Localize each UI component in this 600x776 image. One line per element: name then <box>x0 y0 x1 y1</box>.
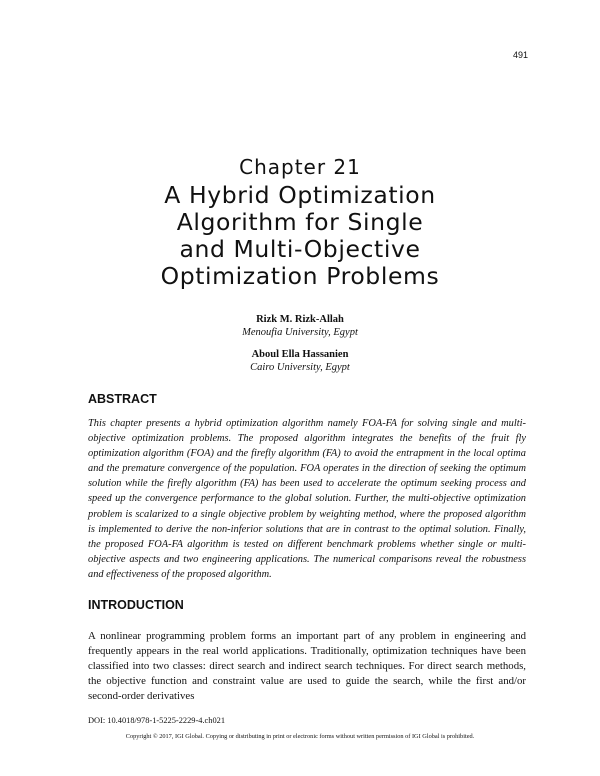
page-number: 491 <box>512 50 528 60</box>
author-block <box>0 348 600 374</box>
author-affiliation: Cairo University, Egypt <box>250 362 350 373</box>
author-block <box>0 313 600 339</box>
title-line: A Hybrid Optimization <box>164 181 436 209</box>
copyright-footer: Copyright © 2017, IGI Global. Copying or distributing in print or electronic forms without written permission of IGI Global is prohibited. <box>125 733 475 740</box>
author-name: Aboul Ella Hassanien <box>251 349 349 360</box>
doi-line: DOI: 10.4018/978-1-5225-2229-4.ch021 <box>88 716 226 725</box>
title-line: and Multi-Objective <box>179 235 421 263</box>
title-line: Optimization Problems <box>160 262 440 290</box>
author-affiliation: Menoufia University, Egypt <box>242 327 358 338</box>
introduction-heading: INTRODUCTION <box>88 598 184 612</box>
abstract-heading: ABSTRACT <box>88 392 157 406</box>
introduction-text: A nonlinear programming problem forms an important part of any problem in engineering and frequently appears in the real world applications. Traditionally, optimization techniques have been classified into two classes: direct search and indirect search techniques. For direct search methods, the objective function and constraint value are used to guide the search, while the first and/or second-order derivatives <box>88 630 526 703</box>
chapter-title <box>80 182 520 290</box>
chapter-label: Chapter 21 <box>239 155 361 179</box>
title-line: Algorithm for Single <box>176 208 424 236</box>
author-name: Rizk M. Rizk-Allah <box>256 314 344 325</box>
abstract-text: This chapter presents a hybrid optimization algorithm namely FOA-FA for solving single and multi-objective optimization problems. The proposed algorithm integrates the benefits of the fruit fly optimization algorithm (FOA) and the firefly algorithm (FA) to avoid the entrapment in the local optima and the premature convergence of the population. FOA operates in the direction of seeking the optimum solution while the firefly algorithm (FA) has been used to accelerate the optimum seeking process and speed up the convergence performance to the global solution. Further, the multi-objective optimization problem is scalarized to a single objective problem by weighting method, where the proposed algorithm is implemented to derive the non-inferior solutions that are in contrast to the optimal solution. Finally, the proposed FOA-FA algorithm is tested on different benchmark problems whether single or multi-objective aspects and two engineering applications. The numerical comparisons reveal the robustness and effectiveness of the proposed algorithm. <box>88 418 526 580</box>
